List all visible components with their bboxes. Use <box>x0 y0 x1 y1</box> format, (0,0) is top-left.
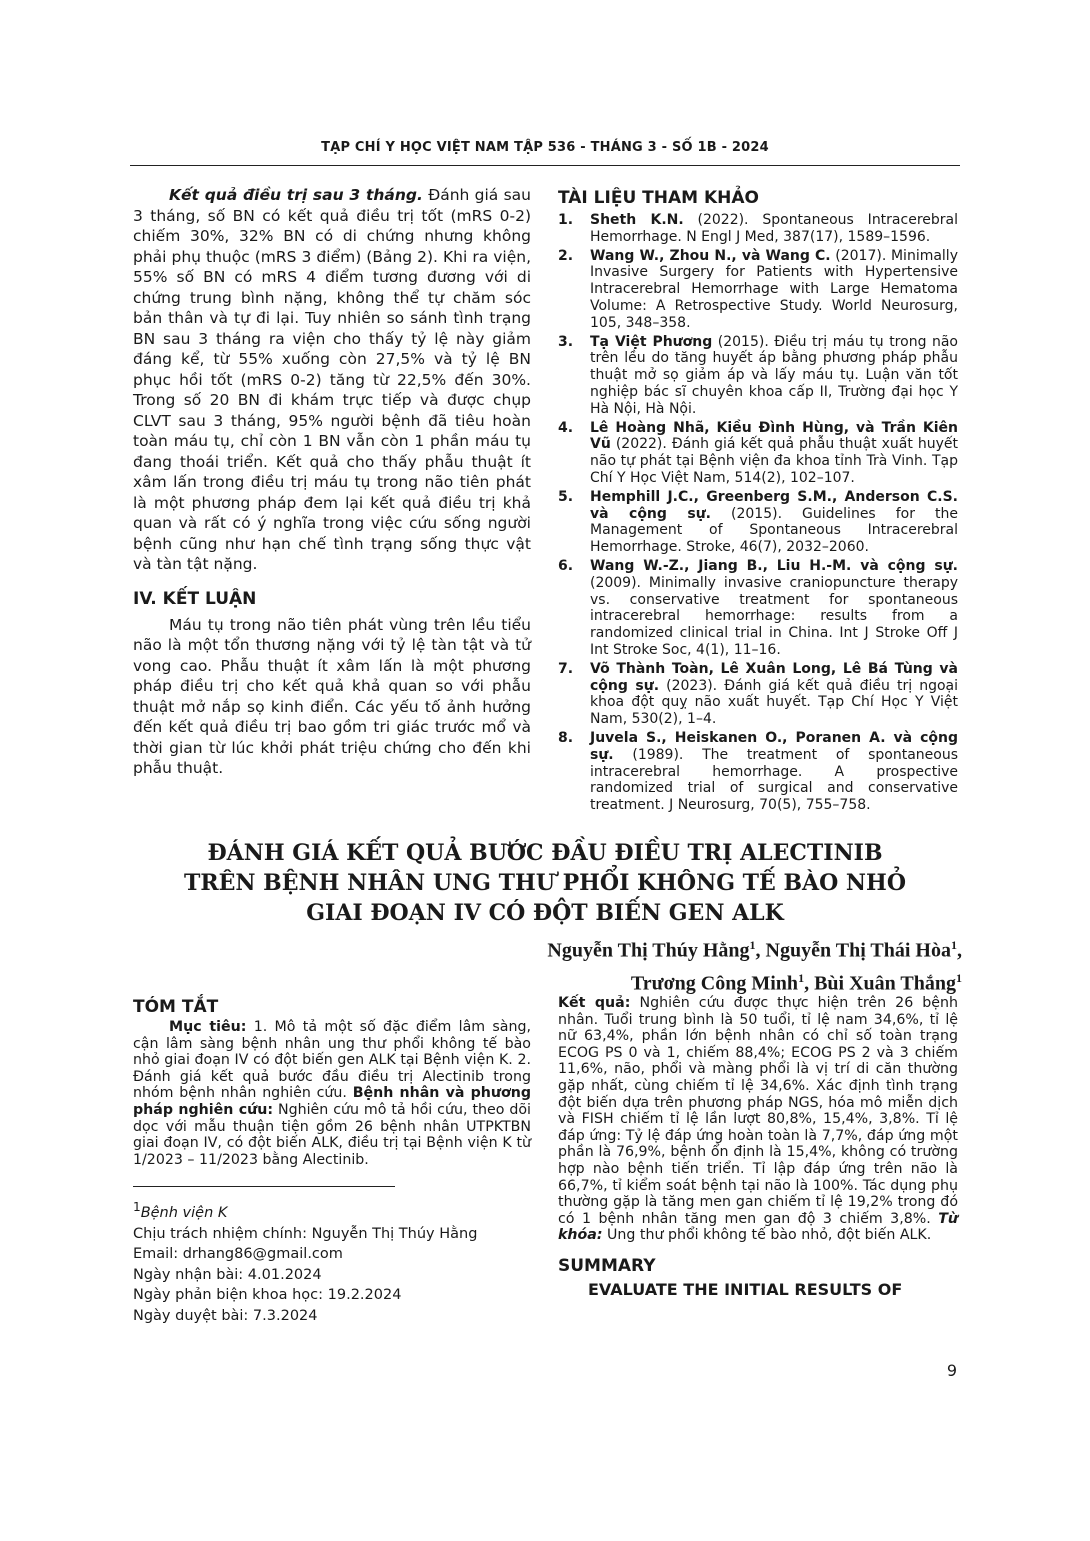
reference-number: 7. <box>558 660 574 677</box>
reference-text: (2022). Spontaneous Intracerebral Hemorrhage. N Engl J Med, 387(17), 1589–1596. <box>590 212 958 245</box>
references-list <box>558 212 958 814</box>
author-separator: , <box>804 972 815 995</box>
author-separator: , <box>957 939 962 962</box>
reference-authors: Juvela S., Heiskanen O., Poranen A. và cộng sự. <box>590 729 958 763</box>
footnote-reviewed: Ngày phản biện khoa học: 19.2.2024 <box>133 1287 402 1304</box>
author-affiliation-mark: 1 <box>798 970 805 985</box>
reference-item <box>558 212 958 246</box>
footnote-affiliation-mark: 1 <box>133 1200 141 1215</box>
abstract-right-column <box>558 995 958 1299</box>
author-list <box>547 932 962 997</box>
article-title-line: GIAI ĐOẠN IV CÓ ĐỘT BIẾN GEN ALK <box>306 900 784 926</box>
methods-text: Nghiên cứu mô tả hồi cứu, theo dõi dọc với mẫu thuận tiện gồm 26 bệnh nhân UTPKTBN giai đoạn IV, có đột biến ALK, điều trị tại Bệnh viện K từ 1/2023 – 11/2023 bằng Alectinib. <box>133 1101 531 1168</box>
methods-label: Bệnh nhân và phương pháp nghiên cứu: <box>133 1085 531 1118</box>
results-paragraph <box>558 995 958 1244</box>
objective-text: 1. Mô tả một số đặc điểm lâm sàng, cận lâm sàng bệnh nhân ung thư phổi không tế bào nhỏ giai đoạn IV có đột biến gen ALK tại Bệnh viện K. 2. Đánh giá kết quả bước đầu điều trị Alectinib trong nhóm bệnh nhân nghiên cứu. <box>133 1019 532 1102</box>
author-name: Trương Công Minh <box>630 972 799 995</box>
author-affiliation-mark: 1 <box>951 938 957 952</box>
results-text: Nghiên cứu được thực hiện trên 26 bệnh nhân. Tuổi trung bình là 50 tuổi, tỉ lệ nam 34,6%, tỉ lệ nữ 63,4%, phần lớn bệnh nhân có chỉ số toàn trạng ECOG PS 0 và 1, chiếm 88,4%; ECOG PS 2 và 3 chiếm 11,6%, não, phổi và màng phổi là vị trí di căn thường gặp nhất, cùng chiếm tỉ lệ 34,6%. Xác định tình trạng đột biến dựa trên phương pháp NGS, hóa mô miễn dịch và FISH chiếm tỉ lệ lần lượt 80,8%, 15,4%, 3,8%. Tỉ lệ đáp ứng: Tỷ lệ đáp ứng hoàn toàn là 7,7%, đáp ứng một phần là 76,9%, bệnh ổn định là 15,4%, không có trường hợp nào bệnh tiến triển. Tỉ lập đáp ứng trên não là 66,7%, tỉ kiểm soát bệnh tại não là 100%. Tác dụng phụ thường gặp là tăng men gan chiếm tỉ lệ 19,2% trong đó có 1 bệnh nhân tăng men gan độ 3 chiếm 3,8%. <box>558 995 958 1227</box>
reference-text: (1989). The treatment of spontaneous intracerebral hemorrhage. A prospective randomized trial of surgical and conservative treatment. J Neurosurg, 70(5), 755–758. <box>590 746 958 814</box>
reference-number: 6. <box>558 557 574 574</box>
conclusion-title: IV. KẾT LUẬN <box>133 588 257 609</box>
article-title-line: ĐÁNH GIÁ KẾT QUẢ BƯỚC ĐẦU ĐIỀU TRỊ ALECTINIB <box>207 840 883 866</box>
reference-authors: Lê Hoàng Nhã, Kiều Đình Hùng, và Trần Kiên Vũ <box>590 419 958 453</box>
abstract-left-column <box>133 997 531 1326</box>
reference-text: (2015). Điều trị máu tụ trong não trên lều do tăng huyết áp bằng phương pháp phẫu thuật mở sọ giảm áp và lấy máu tụ. Luận văn tốt nghiệp bác sĩ chuyên khoa cấp II, Trường đại học Y Hà Nội, Hà Nội. <box>590 333 958 417</box>
author-line <box>547 965 962 998</box>
reference-number: 4. <box>558 419 574 436</box>
author-affiliation-mark: 1 <box>956 970 962 985</box>
footnote-affiliation-text: Bệnh viện K <box>140 1205 228 1222</box>
abstract-title: TÓM TẮT <box>133 997 219 1017</box>
summary-subtitle: EVALUATE THE INITIAL RESULTS OF <box>588 1279 903 1299</box>
reference-authors: Võ Thành Toàn, Lê Xuân Long, Lê Bá Tùng và cộng sự. <box>590 660 958 694</box>
journal-header: TẠP CHÍ Y HỌC VIỆT NAM TẬP 536 - THÁNG 3 - SỐ 1B - 2024 <box>130 140 960 166</box>
reference-item <box>558 334 958 418</box>
reference-text: (2015). Guidelines for the Management of Spontaneous Intracerebral Hemorrhage. Stroke, 46(7), 2032–2060. <box>590 505 958 556</box>
author-affiliation-mark: 1 <box>749 938 756 952</box>
footnote-email: Email: drhang86@gmail.com <box>133 1246 343 1263</box>
abstract-paragraph <box>133 1019 531 1168</box>
results-3-month-lead: Kết quả điều trị sau 3 tháng. <box>169 186 423 204</box>
results-3-month-paragraph <box>133 185 531 575</box>
footnote-affiliation <box>133 1197 531 1223</box>
footnote-received: Ngày nhận bài: 4.01.2024 <box>133 1266 322 1283</box>
reference-number: 5. <box>558 488 574 505</box>
author-name: Nguyễn Thị Thái Hòa <box>765 939 951 962</box>
footnote-corresponding: Chịu trách nhiệm chính: Nguyễn Thị Thúy Hằng <box>133 1225 478 1242</box>
reference-authors: Tạ Việt Phương <box>590 333 713 350</box>
author-line <box>547 932 962 965</box>
footnote-accepted: Ngày duyệt bài: 7.3.2024 <box>133 1307 318 1324</box>
footnote-divider <box>133 1186 395 1187</box>
objective-label: Mục tiêu: <box>169 1019 247 1035</box>
author-name: Bùi Xuân Thắng <box>814 972 956 995</box>
results-label: Kết quả: <box>558 995 631 1011</box>
references-title: TÀI LIỆU THAM KHẢO <box>558 188 759 208</box>
reference-authors: Wang W., Zhou N., và Wang C. <box>590 247 831 264</box>
results-3-month-text: Đánh giá sau 3 tháng, số BN có kết quả điều trị tốt (mRS 0-2) chiếm 30%, 32% BN có di chứng nhưng không phải phụ thuộc (mRS 3 điểm) (Bảng 2). Khi ra viện, 55% số BN có mRS 4 điểm tương đương với di chứng trung bình nặng, không thể tự chăm sóc bản thân và tự đi lại. Tuy nhiên so sánh tình trạng BN sau 3 tháng ra viện cho thấy tỷ lệ này giảm đáng kể, từ 55% xuống còn 27,5% và tỷ lệ BN phục hồi tốt (mRS 0-2) tăng từ 22,5% đến 30%. Trong số 20 BN đi khám trực tiếp và được chụp CLVT sau 3 tháng, 95% người bệnh đã tiêu hoàn toàn máu tụ, chỉ còn 1 BN vẫn còn 1 phần máu tụ đang thoái triển. Kết quả cho thấy phẫu thuật ít xâm lấn trong điều trị máu tụ trong não tiên phát là một phương pháp đem lại kết quả điều trị khả quan và rất có ý nghĩa trong việc cứu sống người bệnh cũng như hạn chế tình trạng sống thực vật và tàn tật nặng. <box>133 186 531 573</box>
reference-item <box>558 558 958 659</box>
reference-text: (2017). Minimally Invasive Surgery for Patients with Hypertensive Intracerebral Hemorrhage with Large Hematoma Volume: A Retrospective Study. World Neurosurg, 105, 348–358. <box>590 247 958 331</box>
keywords-text: Ung thư phổi không tế bào nhỏ, đột biến ALK. <box>602 1227 932 1244</box>
reference-authors: Wang W.-Z., Jiang B., Liu H.-M. và cộng sự. <box>590 557 958 574</box>
reference-number: 3. <box>558 333 574 350</box>
reference-number: 2. <box>558 247 574 264</box>
article-title <box>140 838 950 928</box>
left-column-top <box>133 185 531 779</box>
reference-item <box>558 730 958 814</box>
references-section <box>558 188 958 816</box>
reference-text: (2009). Minimally invasive craniopuncture therapy vs. conservative treatment for spontaneous intracerebral hemorrhage: results from a randomized clinical trial in China. Int J Stroke Off J Int Stroke Soc, 4(1), 11–16. <box>590 574 958 658</box>
reference-item <box>558 661 958 728</box>
summary-title: SUMMARY <box>558 1255 656 1276</box>
page-number: 9 <box>946 1361 957 1380</box>
author-separator: , <box>755 939 766 962</box>
conclusion-text: Máu tụ trong não tiên phát vùng trên lều tiểu não là một tổn thương nặng với tỷ lệ tàn tật và tử vong cao. Phẫu thuật ít xâm lấn là một phương pháp điều trị cho kết quả khả quan so với phẫu thuật mở nắp sọ kinh điển. Các yếu tố ảnh hưởng đến kết quả điều trị bao gồm tri giác trước mổ và thời gian từ lúc khởi phát triệu chứng cho đến khi phẫu thuật. <box>133 615 531 777</box>
reference-item <box>558 420 958 487</box>
reference-authors: Hemphill J.C., Greenberg S.M., Anderson C.S. và cộng sự. <box>590 488 958 522</box>
author-name: Nguyễn Thị Thúy Hằng <box>547 939 750 962</box>
reference-item <box>558 248 958 332</box>
article-title-line: TRÊN BỆNH NHÂN UNG THƯ PHỔI KHÔNG TẾ BÀO NHỎ <box>183 870 906 896</box>
reference-text: (2022). Đánh giá kết quả phẫu thuật xuất huyết não tự phát tại Bệnh viện đa khoa tỉnh Trà Vinh. Tạp Chí Y Học Việt Nam, 514(2), 102–107. <box>590 436 958 486</box>
reference-item <box>558 489 958 556</box>
keywords-label: Từ khóa: <box>558 1210 958 1244</box>
reference-authors: Sheth K.N. <box>590 212 684 228</box>
reference-number: 1. <box>558 212 574 228</box>
reference-number: 8. <box>558 729 574 746</box>
reference-text: (2023). Đánh giá kết quả điều trị ngoại khoa đột quỵ não xuất huyết. Tạp Chí Học Y Việt Nam, 530(2), 1–4. <box>590 677 959 728</box>
